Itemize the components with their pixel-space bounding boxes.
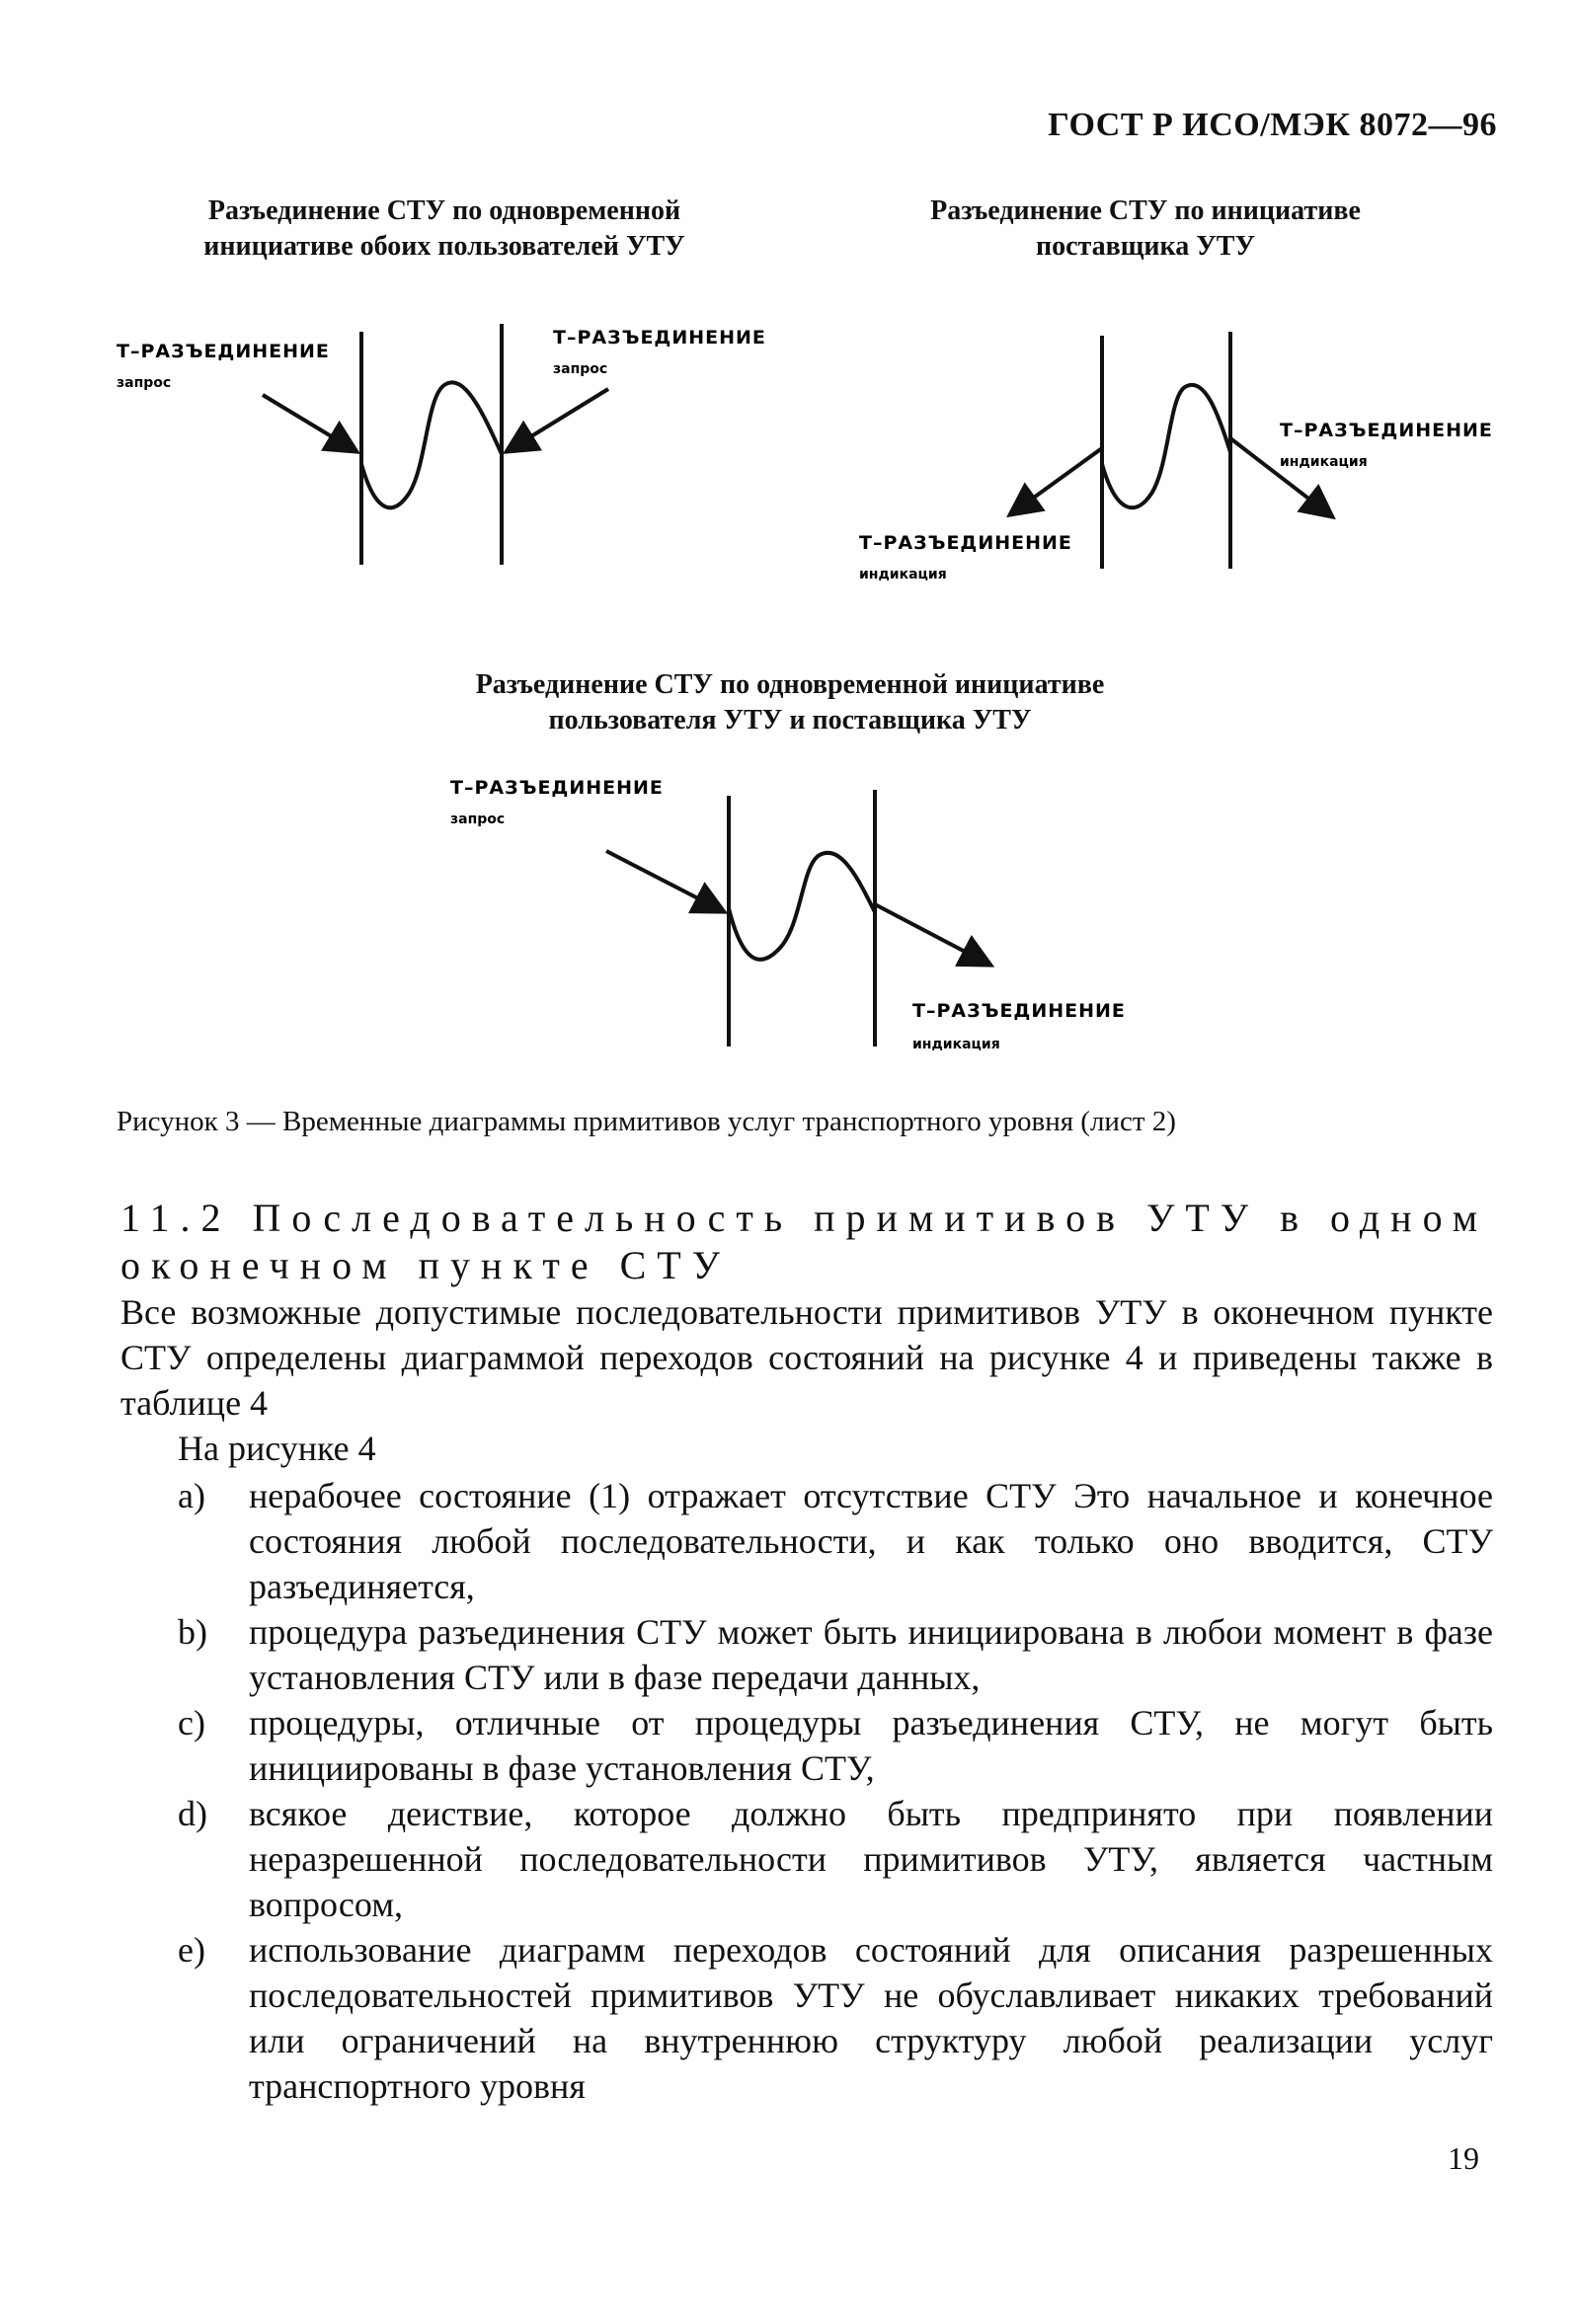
diagram-3-title-line-2: пользователя УТУ и поставщика УТУ	[548, 705, 1032, 736]
diagram-2-right-sublabel: индикация	[1280, 454, 1368, 470]
list-marker: b)	[178, 1612, 207, 1652]
diagram-1-right-arrow	[506, 389, 608, 452]
page-number: 19	[1448, 2140, 1479, 2176]
list-text: процедура разъединения СТУ может быть инициирована в любои момент в фазе установления СТУ или в фазе передачи данных,	[249, 1612, 1493, 1697]
paragraph-intro: Все возможные допустимые последовательности примитивов УТУ в оконечном пункте СТУ определены диаграммой переходов состояний на рисунке 4 и приведены также в таблице 4	[120, 1292, 1493, 1423]
diagram-3-right-label: Т–РАЗЪЕДИНЕНИЕ	[912, 1000, 1126, 1022]
diagram-2-left-arrow	[1009, 448, 1102, 515]
diagram-3-left-sublabel: запрос	[450, 812, 506, 827]
diagram-1-left-arrow	[263, 395, 357, 452]
diagram-1-right-sublabel: запрос	[553, 361, 608, 377]
list-marker: а)	[178, 1476, 205, 1515]
diagram-3-wave	[729, 853, 875, 960]
list-marker: e)	[178, 1930, 205, 1970]
diagram-2-right-label: Т–РАЗЪЕДИНЕНИЕ	[1280, 420, 1493, 441]
diagram-2-title-line-2: поставщика УТУ	[1035, 231, 1256, 262]
diagram-1-left-sublabel: запрос	[117, 375, 172, 391]
timing-diagrams	[0, 0, 1576, 1086]
figure-caption: Рисунок 3 — Временные диаграммы примитивов услуг транспортного уровня (лист 2)	[117, 1106, 1176, 1137]
list-marker: d)	[178, 1794, 207, 1833]
diagram-2-title-line-1: Разъединение СТУ по инициативе	[930, 195, 1361, 226]
diagram-3-right-sublabel: индикация	[912, 1037, 1000, 1052]
section-heading: 11.2 Последовательность примитивов УТУ в одном оконечном пункте СТУ	[120, 1196, 1489, 1287]
diagram-2-left-sublabel: индикация	[859, 567, 947, 582]
diagram-2-wave	[1102, 385, 1230, 507]
list-text: нерабочее состояние (1) отражает отсутствие СТУ Это начальное и конечное состояния любой последовательности, и как только оно вводится, СТУ разъединяется,	[249, 1476, 1493, 1606]
list-text: использование диаграмм переходов состояний для описания разрешенных последовательностей примитивов УТУ не обуславливает никаких требований или ограничений на внутреннюю структуру любой реализации услуг транспортного уровня	[249, 1930, 1493, 2106]
diagram-1-title-line-2: инициативе обоих пользователей УТУ	[203, 231, 685, 262]
paragraph-figure-ref: На рисунке 4	[178, 1429, 376, 1468]
list-marker: c)	[178, 1703, 205, 1743]
diagram-2-left-label: Т–РАЗЪЕДИНЕНИЕ	[859, 532, 1072, 554]
diagram-3-left-arrow	[606, 851, 725, 912]
diagram-1-title-line-1: Разъединение СТУ по одновременной	[207, 195, 681, 226]
diagram-3-title-line-1: Разъединение СТУ по одновременной инициативе	[475, 669, 1105, 700]
diagram-2-right-arrow	[1230, 438, 1333, 517]
diagram-3-left-label: Т–РАЗЪЕДИНЕНИЕ	[450, 777, 664, 799]
standard-header: ГОСТ Р ИСО/МЭК 8072—96	[1048, 107, 1497, 143]
diagram-1-wave	[361, 382, 502, 507]
diagram-1-right-label: Т–РАЗЪЕДИНЕНИЕ	[553, 327, 766, 349]
diagram-1-left-label: Т–РАЗЪЕДИНЕНИЕ	[117, 341, 330, 362]
diagram-3-right-arrow	[875, 904, 991, 966]
list-text: процедуры, отличные от процедуры разъединения СТУ, не могут быть инициированы в фазе установления СТУ,	[249, 1703, 1493, 1788]
list-text: всякое деиствие, которое должно быть предпринято при появлении неразрешенной последовательности примитивов УТУ, является частным вопросом,	[249, 1794, 1493, 1924]
